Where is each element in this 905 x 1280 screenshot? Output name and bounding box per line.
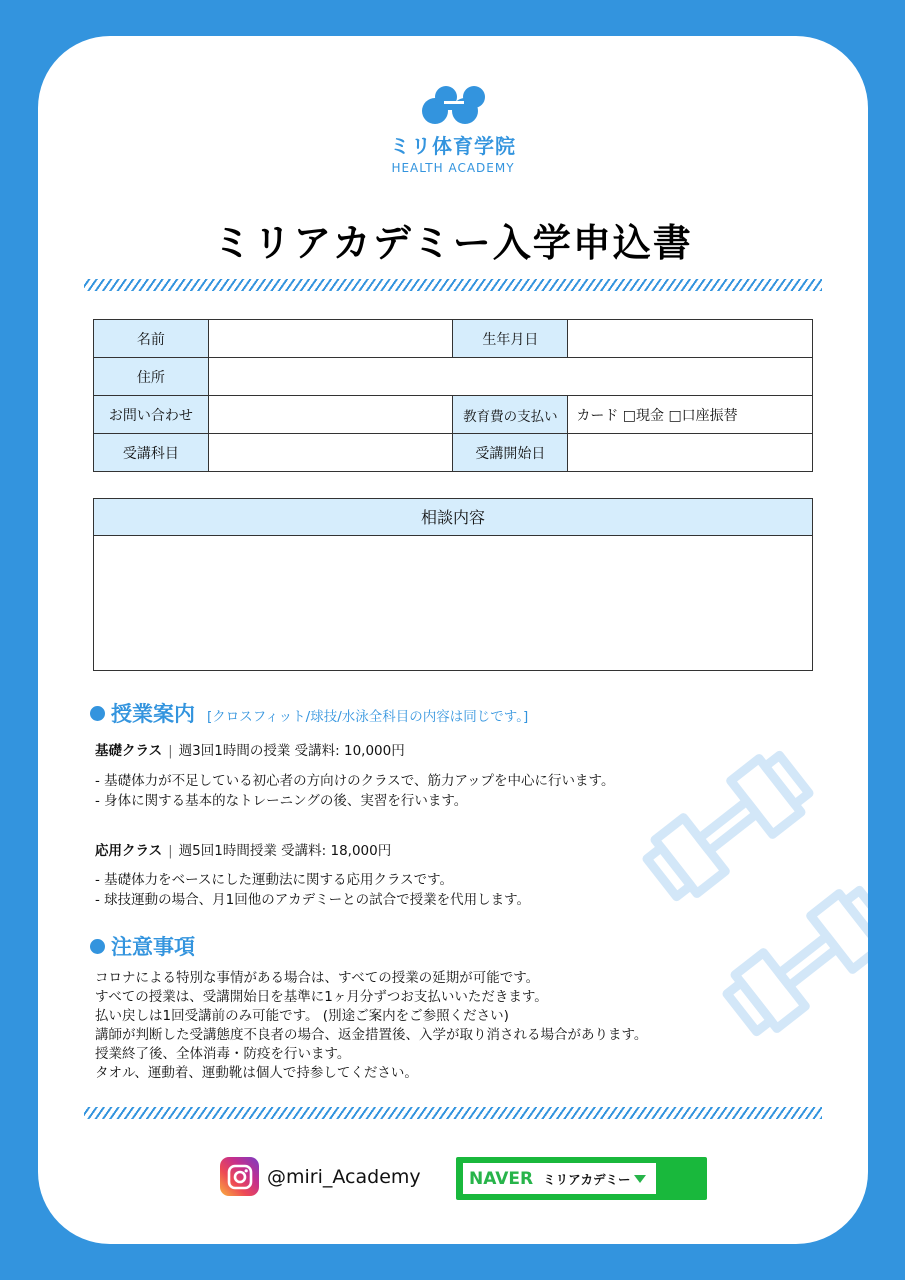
note-item: 授業終了後、全体消毒・防疫を行います。 — [95, 1046, 351, 1062]
application-table — [93, 319, 813, 472]
academy-name: ミリ体育学院 — [390, 134, 516, 158]
note-item: 払い戻しは1回受講前のみ可能です。 (別途ご案内をご参照ください) — [95, 1008, 509, 1024]
birthdate-label: 生年月日 — [453, 320, 568, 358]
notes-heading — [90, 931, 195, 961]
page-title: ミリアカデミー入学申込書 — [213, 221, 693, 265]
start-date-field[interactable] — [568, 434, 813, 472]
table-row — [94, 434, 813, 472]
naver-search-query: ミリアカデミー — [543, 1171, 631, 1187]
contact-label: お問い合わせ — [94, 396, 209, 434]
class-info-heading — [90, 698, 528, 728]
dropdown-triangle-icon — [634, 1175, 646, 1183]
class-info-note: [クロスフィット/球技/水泳全科目の内容は同じです。] — [207, 709, 529, 725]
stripe-divider-top — [84, 279, 822, 291]
instagram-icon — [220, 1157, 259, 1196]
note-item: 講師が判断した受講態度不良者の場合、返金措置後、入学が取り消される場合があります。 — [95, 1027, 648, 1043]
start-date-label: 受講開始日 — [453, 434, 568, 472]
stripe-divider-bottom — [84, 1107, 822, 1119]
consultation-box — [93, 498, 813, 671]
academy-subtitle: HEALTH ACADEMY — [391, 161, 515, 175]
dumbbell-icon — [418, 84, 488, 126]
basic-class-summary: 基礎クラス | 週3回1時間の授業 受講料: 10,000円 — [95, 743, 405, 759]
payment-label: 教育費の支払い — [453, 396, 568, 434]
consultation-field[interactable] — [94, 536, 812, 670]
notes-list — [95, 969, 647, 1083]
note-item: タオル、運動着、運動靴は個人で持参してください。 — [95, 1065, 418, 1081]
course-field[interactable] — [208, 434, 453, 472]
birthdate-field[interactable] — [568, 320, 813, 358]
note-item: コロナによる特別な事情がある場合は、すべての授業の延期が可能です。 — [95, 970, 540, 986]
application-form-card — [38, 36, 868, 1244]
naver-search-badge[interactable] — [456, 1157, 707, 1200]
basic-class-name: 基礎クラス — [95, 743, 163, 759]
advanced-class-name: 応用クラス — [95, 843, 163, 859]
contact-field[interactable] — [208, 396, 453, 434]
basic-class-schedule: 週3回1時間の授業 受講料: 10,000円 — [178, 743, 405, 759]
advanced-class-schedule: 週5回1時間授業 受講料: 18,000円 — [178, 843, 392, 859]
address-label: 住所 — [94, 358, 209, 396]
logo — [38, 84, 868, 175]
table-row — [94, 358, 813, 396]
bullet-dot-icon — [90, 706, 105, 721]
advanced-class-description: - 基礎体力をベースにした運動法に関する応用クラスです。 - 球技運動の場合、月1回他のアカデミーとの試合で授業を代用します。 — [95, 872, 531, 908]
footer — [38, 1156, 868, 1200]
notes-title: 注意事項 — [111, 935, 195, 959]
naver-search-box — [463, 1163, 656, 1194]
naver-brand: NAVER — [469, 1168, 534, 1189]
name-field[interactable] — [208, 320, 453, 358]
consultation-heading: 相談内容 — [94, 499, 812, 536]
class-info-title: 授業案内 — [111, 702, 195, 726]
basic-class-description: - 基礎体力が不足している初心者の方向けのクラスで、筋力アップを中心に行います。 - 身体に関する基本的なトレーニングの後、実習を行います。 — [95, 773, 615, 809]
bullet-dot-icon — [90, 939, 105, 954]
instagram-handle: @miri_Academy — [267, 1165, 421, 1188]
advanced-class-summary: 応用クラス | 週5回1時間授業 受講料: 18,000円 — [95, 843, 392, 859]
payment-options[interactable]: カード □現金 □口座振替 — [568, 396, 813, 434]
table-row — [94, 396, 813, 434]
table-row — [94, 320, 813, 358]
instagram-link[interactable] — [220, 1157, 421, 1196]
name-label: 名前 — [94, 320, 209, 358]
course-label: 受講科目 — [94, 434, 209, 472]
address-field[interactable] — [208, 358, 812, 396]
note-item: すべての授業は、受講開始日を基準に1ヶ月分ずつお支払いいただきます。 — [95, 989, 548, 1005]
